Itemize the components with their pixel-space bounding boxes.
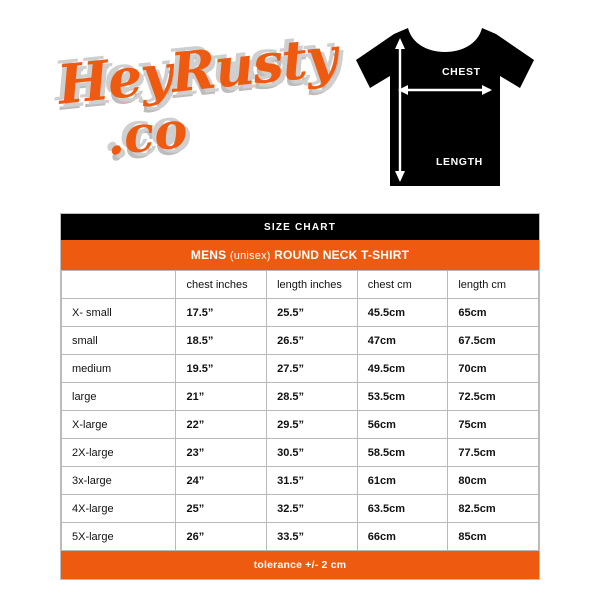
cell-length-inches: 28.5”	[267, 383, 358, 411]
chest-measure-label: CHEST	[442, 66, 481, 78]
cell-chest-inches: 19.5”	[176, 355, 267, 383]
subtitle-prefix: MENS	[190, 248, 230, 262]
header-size	[62, 271, 176, 299]
size-chart-title: SIZE CHART	[61, 214, 539, 240]
header-chest-inches: chest inches	[176, 271, 267, 299]
cell-chest-inches: 22”	[176, 411, 267, 439]
table-row	[62, 523, 539, 551]
cell-length-inches: 27.5”	[267, 355, 358, 383]
cell-length-inches: 29.5”	[267, 411, 358, 439]
table-row	[62, 411, 539, 439]
cell-chest-inches: 25”	[176, 495, 267, 523]
size-chart-subtitle	[61, 240, 539, 270]
cell-length-cm: 77.5cm	[448, 439, 539, 467]
brand-logo-line2: .co	[103, 99, 191, 167]
cell-length-cm: 80cm	[448, 467, 539, 495]
cell-length-inches: 33.5”	[267, 523, 358, 551]
tolerance-note: tolerance +/- 2 cm	[61, 551, 539, 579]
cell-chest-inches: 18.5”	[176, 327, 267, 355]
cell-length-cm: 82.5cm	[448, 495, 539, 523]
cell-length-inches: 31.5”	[267, 467, 358, 495]
table-row	[62, 355, 539, 383]
cell-chest-inches: 17.5”	[176, 299, 267, 327]
cell-size: X- small	[62, 299, 176, 327]
header-length-inches: length inches	[267, 271, 358, 299]
header-length-cm: length cm	[448, 271, 539, 299]
table-row	[62, 383, 539, 411]
table-row	[62, 299, 539, 327]
table-header-row	[62, 271, 539, 299]
cell-chest-inches: 26”	[176, 523, 267, 551]
cell-length-inches: 30.5”	[267, 439, 358, 467]
length-measure-label: LENGTH	[436, 156, 483, 168]
cell-length-inches: 26.5”	[267, 327, 358, 355]
table-row	[62, 327, 539, 355]
cell-length-cm: 72.5cm	[448, 383, 539, 411]
cell-chest-cm: 56cm	[357, 411, 448, 439]
cell-length-cm: 65cm	[448, 299, 539, 327]
cell-length-cm: 85cm	[448, 523, 539, 551]
table-row	[62, 439, 539, 467]
brand-logo-line1: HeyRusty	[54, 23, 340, 117]
brand-logo	[54, 23, 378, 168]
cell-length-inches: 25.5”	[267, 299, 358, 327]
cell-chest-cm: 53.5cm	[357, 383, 448, 411]
size-table	[61, 270, 539, 551]
cell-size: 5X-large	[62, 523, 176, 551]
cell-chest-cm: 61cm	[357, 467, 448, 495]
cell-size: small	[62, 327, 176, 355]
cell-chest-cm: 63.5cm	[357, 495, 448, 523]
cell-chest-cm: 49.5cm	[357, 355, 448, 383]
table-row	[62, 467, 539, 495]
subtitle-unisex: (unisex)	[229, 250, 271, 262]
cell-chest-cm: 47cm	[357, 327, 448, 355]
cell-chest-inches: 21”	[176, 383, 267, 411]
header-area	[0, 0, 600, 210]
cell-size: 3x-large	[62, 467, 176, 495]
subtitle-suffix: ROUND NECK T-SHIRT	[270, 248, 410, 262]
t-shirt-diagram	[350, 18, 540, 193]
cell-size: 2X-large	[62, 439, 176, 467]
cell-chest-cm: 58.5cm	[357, 439, 448, 467]
cell-size: 4X-large	[62, 495, 176, 523]
cell-chest-inches: 23”	[176, 439, 267, 467]
cell-length-cm: 70cm	[448, 355, 539, 383]
header-chest-cm: chest cm	[357, 271, 448, 299]
cell-chest-cm: 45.5cm	[357, 299, 448, 327]
cell-size: medium	[62, 355, 176, 383]
cell-length-cm: 67.5cm	[448, 327, 539, 355]
size-chart-table-block	[60, 213, 540, 580]
table-row	[62, 495, 539, 523]
cell-size: large	[62, 383, 176, 411]
cell-length-cm: 75cm	[448, 411, 539, 439]
cell-chest-inches: 24”	[176, 467, 267, 495]
cell-chest-cm: 66cm	[357, 523, 448, 551]
cell-length-inches: 32.5”	[267, 495, 358, 523]
cell-size: X-large	[62, 411, 176, 439]
